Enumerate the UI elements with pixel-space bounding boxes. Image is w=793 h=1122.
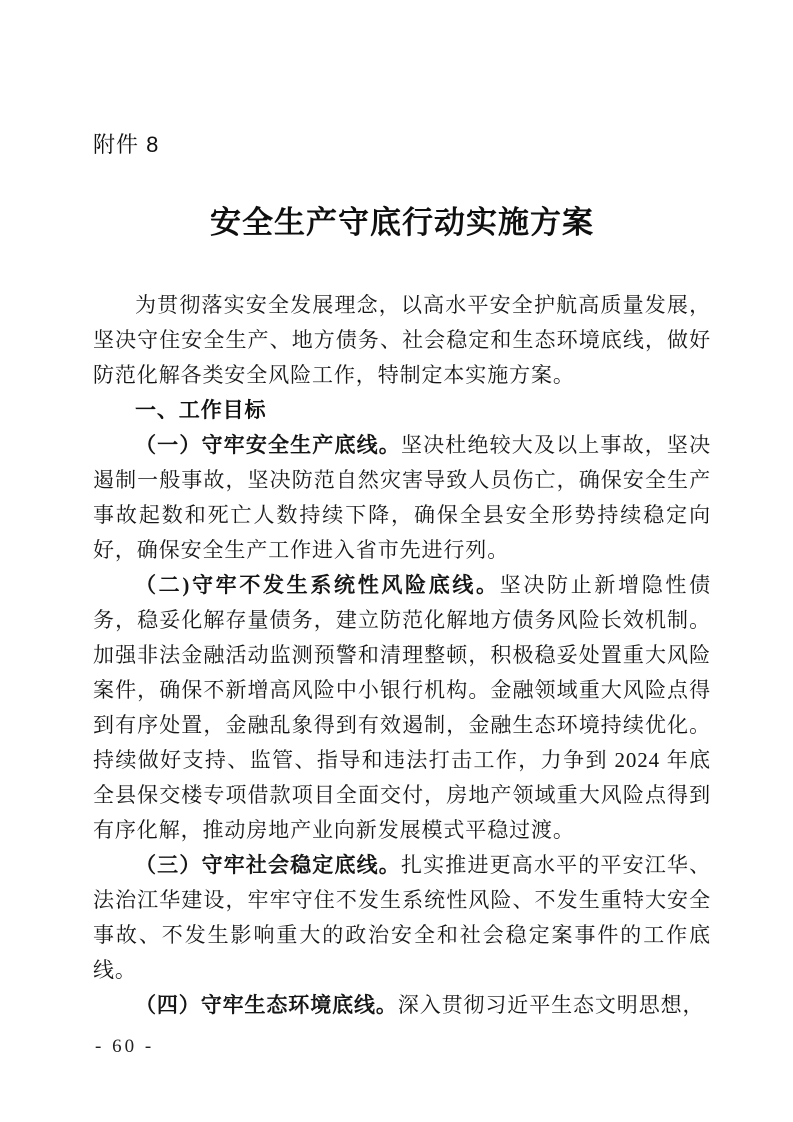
item-3-body: 扎实推进更高水平的平安江华、法治江华建设，牢牢守住不发生系统性风险、不发生重特大安全事故、不发生影响重大的政治安全和社会稳定案事件的工作底线。 — [93, 853, 711, 982]
item-2-lead: （二)守牢不发生系统性风险底线。 — [135, 573, 500, 597]
item-paragraph-2 — [93, 568, 711, 848]
document-body — [93, 288, 711, 1023]
item-paragraph-1 — [93, 428, 711, 568]
item-4-body: 深入贯彻习近平生态文明思想， — [397, 993, 705, 1017]
item-paragraph-3 — [93, 848, 711, 988]
item-4-lead: （四）守牢生态环境底线。 — [135, 993, 398, 1017]
document-title: 安全生产守底行动实施方案 — [210, 205, 594, 240]
document-content — [93, 0, 711, 1023]
item-1-lead: （一）守牢安全生产底线。 — [135, 433, 401, 457]
intro-paragraph: 为贯彻落实安全发展理念，以高水平安全护航高质量发展，坚决守住安全生产、地方债务、社会稳定和生态环境底线，做好防范化解各类安全风险工作，特制定本实施方案。 — [93, 293, 711, 387]
section-heading-work-goals: 一、工作目标 — [135, 399, 267, 422]
item-1-body: 坚决杜绝较大及以上事故，坚决遏制一般事故，坚决防范自然灾害导致人员伤亡，确保安全生产事故起数和死亡人数持续下降，确保全县安全形势持续稳定向好，确保安全生产工作进入省市先进行列。 — [93, 433, 711, 562]
attachment-label: 附件 8 — [93, 132, 160, 157]
item-2-body: 坚决防止新增隐性债务，稳妥化解存量债务，建立防范化解地方债务风险长效机制。加强非法金融活动监测预警和清理整顿，积极稳妥处置重大风险案件，确保不新增高风险中小银行机构。金融领域重大风险点得到有序处置，金融乱象得到有效遏制，金融生态环境持续优化。持续做好支持、监管、指导和违法打击工作，力争到 2024 年底全县保交楼专项借款项目全面交付，房地产领域重大风险点得到有序化解，推动房地产业向新发展模式平稳过渡。 — [93, 573, 711, 842]
item-3-lead: （三）守牢社会稳定底线。 — [135, 853, 401, 877]
page-number: - 60 - — [95, 1036, 155, 1057]
item-paragraph-4 — [93, 988, 711, 1023]
